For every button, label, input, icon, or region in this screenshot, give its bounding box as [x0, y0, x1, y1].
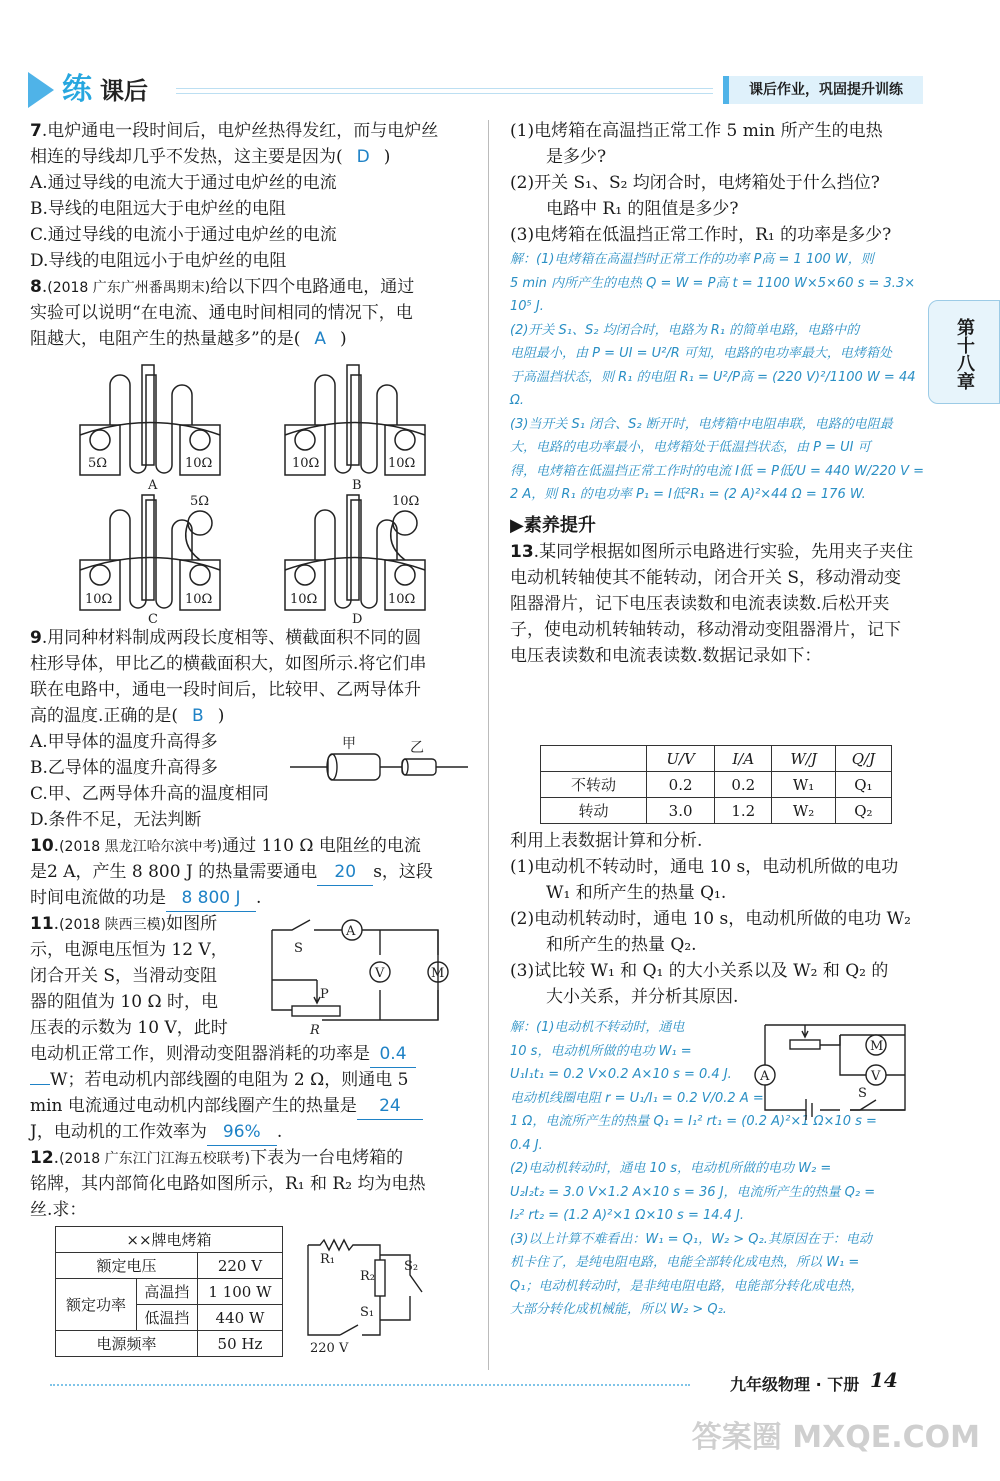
q13-solution-line: 机卡住了，是纯电阻电路，电能全部转化成电热，所以 W₁ = [510, 1255, 860, 1270]
q12-line: 铭牌，其内部简化电路如图所示，R₁ 和 R₂ 均为电热 [30, 1174, 426, 1194]
q10-blank-2: 8 800 J [166, 885, 256, 912]
q12-voltage-label: 220 V [310, 1341, 349, 1355]
q11-line: 示，电源电压恒为 12 V， [30, 940, 228, 960]
q12-r1-label: R₁ [320, 1252, 335, 1267]
q8-b-r2: 10Ω [388, 456, 416, 471]
q9-option-a: A.甲导体的温度升高得多 [30, 732, 218, 752]
q8-label-a: A [148, 478, 158, 493]
q7-option-a: A.通过导线的电流大于通过电炉丝的电流 [30, 173, 337, 193]
q8-a-r2: 10Ω [185, 456, 213, 471]
chapter-tab-label: 第十八章 [954, 318, 975, 390]
q13-solution-line: I₂² rt₂ = (1.2 A)²×1 Ω×10 s = 14.4 J. [510, 1208, 745, 1223]
q7-line: 7.电炉通电一段时间后，电炉丝热得发红，而与电炉丝 [30, 121, 439, 141]
q8-figure [70, 355, 450, 625]
page-footer [40, 1368, 940, 1398]
q9-label-yi: 乙 [410, 740, 424, 756]
footer-book-title: 九年级物理 · 下册 [730, 1375, 860, 1394]
q8-line: 实验可以说明“在电流、通电时间相同的情况下，电 [30, 303, 413, 323]
q11-voltmeter-label: V [375, 966, 385, 981]
q13-solution-line: (3)以上计算不难看出：W₁ = Q₁，W₂ > Q₂.其原因在于：电动 [510, 1231, 872, 1247]
q12-solution-line: (3)当开关 S₁ 闭合、S₂ 断开时，电烤箱中电阻串联，电路的电阻最 [510, 416, 893, 432]
q12-sub1: (1)电烤箱在高温挡正常工作 5 min 所产生的电热 [510, 121, 883, 141]
q13-switch-label: S [858, 1086, 867, 1101]
q13-solution-line: 1 Ω，电流所产生的热量 Q₁ = I₁² rt₁ = (0.2 A)²×1 Ω×10 s = [510, 1114, 877, 1129]
q8-line: 阻越大，电阻产生的热量越多”的是( A ) [30, 329, 347, 349]
q12-solution-line: 于高温挡状态，则 R₁ 的电阻 R₁ = U²/P高 = (220 V)²/1100 W = 44 Ω. [510, 369, 916, 408]
q10-blank-1: 20 [317, 859, 373, 886]
q12-solution-line: 2 A，则 R₁ 的电功率 P₁ = I低²R₁ = (2 A)²×44 Ω = 176 W. [510, 487, 866, 502]
q11-line: min 电流通过电动机内部线圈产生的热量是 24 [30, 1093, 470, 1119]
q13-line: 电动机转轴使其不能转动，闭合开关 S，移动滑动变 [510, 567, 902, 588]
q12-line: 丝.求： [30, 1200, 87, 1220]
q12-solution-line: 5 min 内所产生的电热 Q = W = P高 t = 1100 W×5×60 s = 3.3× [510, 275, 916, 291]
chapter-side-tab [928, 300, 1000, 404]
header-slogan: 课后作业，巩固提升训练 [723, 76, 923, 104]
q9-option-b: B.乙导体的温度升高得多 [30, 758, 218, 778]
q13-after-line: 利用上表数据计算和分析. [510, 831, 703, 851]
header-title-practice: 练 [62, 72, 92, 107]
q12-s1-label: S₁ [360, 1305, 375, 1320]
q11-circuit-figure [262, 910, 462, 1045]
q12-sub3: (3)电烤箱在低温挡正常工作时，R₁ 的功率是多少? [510, 225, 892, 245]
q12-sub1b: 是多少? [546, 147, 607, 167]
q11-line: 器的阻值为 10 Ω 时，电 [30, 992, 218, 1012]
q9-conductors-figure [290, 730, 470, 790]
q10-line: 是2 A，产生 8 800 J 的热量需要通电 20 s，这段 [30, 859, 470, 885]
q12-nameplate-table: ××牌电烤箱 额定电压 220 V 额定功率 高温挡 1 100 W 低温挡 440 W 电源频率 50 Hz [55, 1226, 283, 1357]
q7-number: 7 [30, 121, 42, 141]
q8-line: 8.(2018 广东广州番禺期末)给以下四个电路通电，通过 [30, 277, 415, 297]
q12-sub2b: 电路中 R₁ 的阻值是多少? [546, 199, 739, 219]
q9-option-c: C.甲、乙两导体升高的温度相同 [30, 784, 269, 804]
q9-label-jia: 甲 [342, 736, 356, 752]
footer-dotted-line [50, 1384, 690, 1386]
q13-line: 13.某同学根据如图所示电路进行实验，先用夹子夹住 [510, 541, 914, 562]
q13-line: 阻器滑片，记下电压表读数和电流表读数.后松开夹 [510, 593, 890, 614]
q13-after-line: (2)电动机转动时，通电 10 s，电动机所做的电功 W₂ [510, 909, 911, 929]
q12-circuit-figure [300, 1230, 450, 1355]
q11-line: W；若电动机内部线圈的电阻为 2 Ω，则通电 5 [30, 1067, 470, 1093]
q8-d-r3: 10Ω [392, 494, 420, 509]
q12-s2-label: S₂ [404, 1259, 419, 1274]
q13-solution-line: 解：(1)电动机不转动时，通电 [510, 1020, 685, 1035]
q9-line: 柱形导体，甲比乙的横截面积大，如图所示.将它们串 [30, 654, 427, 674]
watermark: 答案圈 MXQE.COM [691, 1420, 980, 1455]
q12-table-title: ××牌电烤箱 [56, 1227, 283, 1253]
q13-solution-line: (2)电动机转动时，通电 10 s，电动机所做的电功 W₂ = [510, 1161, 832, 1176]
q7-option-c: C.通过导线的电流小于通过电炉丝的电流 [30, 225, 337, 245]
q12-solution-line: (2)开关 S₁、S₂ 均闭合时，电路为 R₁ 的简单电路，电路中的 [510, 322, 860, 338]
q8-c-r3: 5Ω [190, 494, 210, 509]
q13-after-line: 和所产生的热量 Q₂. [546, 935, 697, 955]
q11-slider-label: P [320, 987, 329, 1002]
q13-solution-line: 电动机线圈电阻 r = U₁/I₁ = 0.2 V/0.2 A = [510, 1090, 764, 1106]
left-column [30, 118, 470, 352]
q11-line: J，电动机的工作效率为 96% . [30, 1119, 470, 1145]
q9-line: 9.用同种材料制成两段长度相等、横截面积不同的圆 [30, 628, 422, 648]
q8-a-r1: 5Ω [88, 456, 108, 471]
q11-line: 闭合开关 S，当滑动变阻 [30, 966, 218, 986]
q12-line: 12.(2018 广东江门江海五校联考)下表为一台电烤箱的 [30, 1148, 404, 1168]
q7-option-b: B.导线的电阻远大于电炉丝的电阻 [30, 199, 286, 219]
q8-label-d: D [352, 612, 363, 625]
q7-line: 相连的导线却几乎不发热，这主要是因为( D ) [30, 147, 391, 167]
q11-switch-label: S [294, 941, 303, 956]
q13-line: 电压表读数和电流表读数.数据记录如下： [510, 645, 822, 666]
q11-rheostat-label: R [310, 1023, 320, 1038]
right-column [510, 118, 930, 669]
q9-option-d: D.条件不足，无法判断 [30, 810, 202, 830]
q9-line: 联在电路中，通电一段时间后，比较甲、乙两导体升 [30, 680, 421, 700]
q11-blank-2: 24 [357, 1093, 423, 1120]
q8-d-r1: 10Ω [290, 592, 318, 607]
header-title-after-class: 课后 [100, 76, 148, 105]
q12-solution-line: 10⁵ J. [510, 299, 544, 314]
q12-solution-line: 电阻最小，由 P = UI = U²/R 可知，电路的电功率最大，电烤箱处 [510, 346, 892, 361]
q13-after-line: (1)电动机不转动时，通电 10 s，电动机所做的电功 [510, 857, 899, 877]
q13-solution-line: U₂I₂t₂ = 3.0 V×1.2 A×10 s = 36 J，电流所产生的热量 Q₂ = [510, 1184, 876, 1200]
header-arrow-icon [28, 72, 54, 108]
page-header [28, 72, 923, 108]
header-band [176, 88, 713, 94]
q13-after-line: W₁ 和所产生的热量 Q₁. [546, 883, 727, 903]
q11-line: 压表的示数为 10 V，此时 [30, 1018, 228, 1038]
q8-c-r2: 10Ω [185, 592, 213, 607]
q9-answer: B [192, 706, 204, 726]
q12-sub2: (2)开关 S₁、S₂ 均闭合时，电烤箱处于什么挡位? [510, 173, 880, 193]
q8-answer: A [314, 329, 326, 349]
q12-solution-line: 大，电路的电功率最小，电烤箱处于低温挡状态，由 P = UI 可 [510, 440, 871, 455]
column-divider [488, 120, 489, 1370]
q13-solution-line: 0.4 J. [510, 1137, 543, 1153]
q11-line: 11.(2018 陕西三模)如图所 [30, 914, 218, 934]
q13-solution-line: 10 s，电动机所做的电功 W₁ = [510, 1043, 692, 1059]
q12-r2-label: R₂ [360, 1269, 375, 1284]
q8-label-c: C [148, 612, 158, 625]
q13-ammeter-label: A [760, 1069, 770, 1084]
q8-d-r2: 10Ω [388, 592, 416, 607]
q13-solution-line: U₁I₁t₁ = 0.2 V×0.2 A×10 s = 0.4 J. [510, 1067, 732, 1082]
q13-solution-line: 大部分转化成机械能，所以 W₂ > Q₂. [510, 1302, 727, 1317]
section-heading: ▶素养提升 [510, 514, 596, 536]
page-number: 14 [870, 1368, 898, 1392]
q13-line: 子，使电动机转轴转动，移动滑动变阻器滑片，记下 [510, 619, 901, 640]
q12-solution-line: 解：(1)电烤箱在高温挡时正常工作的功率 P高 = 1 100 W，则 [510, 252, 874, 267]
q11-ammeter-label: A [346, 924, 356, 939]
q13-circuit-figure [750, 1015, 920, 1120]
q13-after-line: (3)试比较 W₁ 和 Q₁ 的大小关系以及 W₂ 和 Q₂ 的 [510, 961, 889, 981]
q8-c-r1: 10Ω [85, 592, 113, 607]
q8-b-r1: 10Ω [292, 456, 320, 471]
q10-line: 时间电流做的功是 8 800 J . [30, 885, 470, 911]
q13-data-table: U/V I/A W/J Q/J 不转动 0.2 0.2 W₁ Q₁ 转动 3.0 1.2 W₂ Q₂ [540, 745, 892, 824]
q9-line: 高的温度.正确的是( B ) [30, 706, 225, 726]
q11-motor-label: M [431, 966, 445, 981]
q7-option-d: D.导线的电阻远小于电炉丝的电阻 [30, 251, 287, 271]
q11-blank-1: 0.4 [370, 1041, 416, 1068]
q10-line: 10.(2018 黑龙江哈尔滨中考)通过 110 Ω 电阻丝的电流 [30, 836, 421, 856]
q7-answer: D [356, 147, 370, 167]
q8-label-b: B [352, 478, 362, 493]
q13-after-line: 大小关系，并分析其原因. [546, 987, 739, 1007]
q13-voltmeter-label: V [871, 1069, 881, 1084]
q13-solution-line: Q₁；电动机转动时，是非纯电阻电路，电能部分转化成电热， [510, 1278, 864, 1294]
q13-motor-label: M [870, 1039, 884, 1054]
q11-line: 电动机正常工作，则滑动变阻器消耗的功率是 0.4 [30, 1041, 470, 1067]
q12-solution-line: 得，电烤箱在低温挡正常工作时的电流 I低 = P低/U = 440 W/220 V = [510, 463, 925, 479]
q11-blank-3: 96% [207, 1119, 277, 1146]
